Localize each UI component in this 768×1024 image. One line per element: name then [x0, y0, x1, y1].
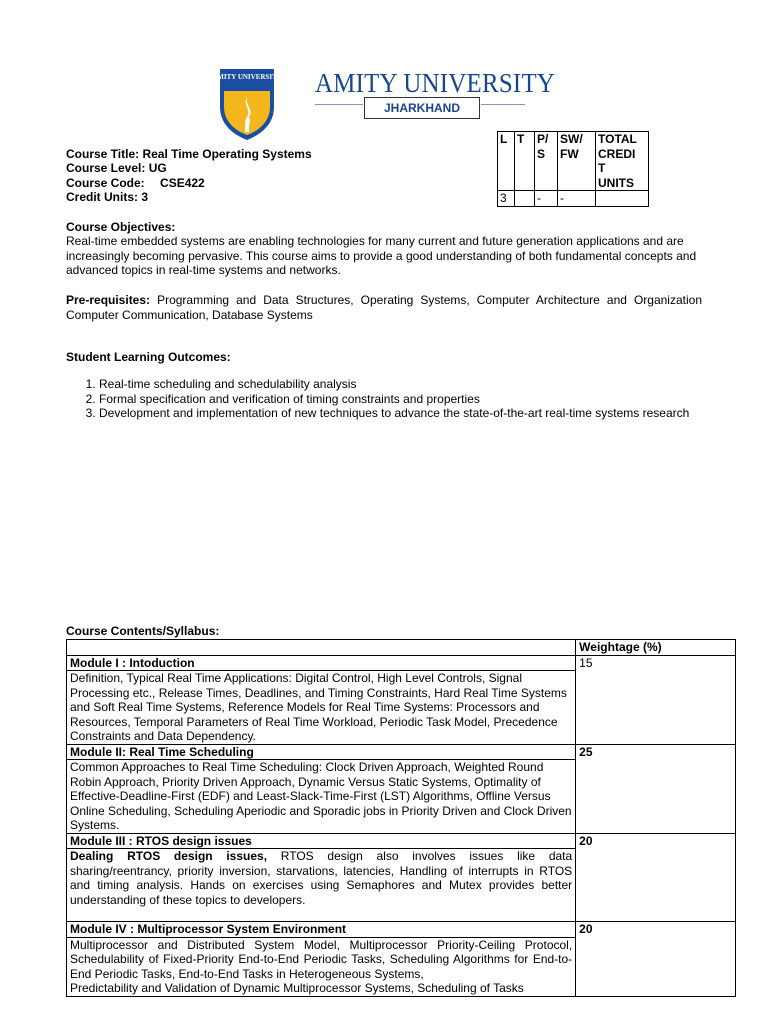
outcome-item: 3. Development and implementation of new techniques to advance the state-of-the-art real-time systems research [99, 406, 711, 421]
syllabus-heading: Course Contents/Syllabus: [66, 624, 220, 638]
module-row [67, 655, 736, 671]
course-level: Course Level: UG [66, 161, 167, 175]
module-weight: 20 [576, 833, 736, 922]
university-name: AMITY UNIVERSITY [315, 68, 556, 98]
university-crest-logo [212, 67, 282, 141]
module-title: Module IV : Multiprocessor System Environment [67, 922, 576, 938]
course-code-label: Course Code: [66, 176, 145, 190]
credit-value-ps: - [535, 191, 558, 207]
header-rule-left [315, 104, 363, 105]
outcomes-list [66, 377, 711, 421]
credit-table [497, 131, 649, 207]
outcomes-heading: Student Learning Outcomes: [66, 350, 231, 364]
credit-table-values [498, 191, 649, 207]
prerequisites-label: Pre-requisites: [66, 293, 151, 307]
module-row [67, 922, 736, 938]
prerequisites [66, 293, 702, 322]
credit-value-l: 3 [498, 191, 515, 207]
credit-header-swfw: SW/ FW [558, 132, 596, 191]
credit-value-t [515, 191, 535, 207]
module-body: Definition, Typical Real Time Applications: Digital Control, High Level Controls, Signal Processing etc., Release Times, Deadlines, and Timing Constraints, Hard Real Time Systems and Soft Real Time Systems, Reference Models for Real Time Systems: Processors and Resources, Temporal Parameters of Real Time Workload, Periodic Task Model, Precedence Constraints and Data Dependency. [67, 671, 576, 745]
credit-header-total: TOTAL CREDI T UNITS [596, 132, 649, 191]
weightage-header: Weightage (%) [576, 640, 736, 656]
objectives-text: Real-time embedded systems are enabling technologies for many current and future generation applications and are increasingly becoming pervasive. This course aims to provide a good understanding of both fundamental concepts and advanced topics in real-time systems and networks. [66, 234, 697, 277]
prerequisites-text: Programming and Data Structures, Operating Systems, Computer Architecture and Organization Computer Communication, Database Systems [66, 293, 702, 322]
crest-text-line-1: AMITY UNIVERSITY [212, 73, 282, 81]
credit-units: Credit Units: 3 [66, 190, 149, 204]
module-title: Module I : Intoduction [67, 655, 576, 671]
credit-value-swfw: - [558, 191, 596, 207]
syllabus-table [66, 639, 736, 997]
module-body-text: Multiprocessor and Distributed System Model, Multiprocessor Priority-Ceiling Protocol, Schedulability of Fixed-Priority End-to-End Periodic Tasks, Scheduling Algorithms for End-to-End Periodic Tasks, End-to-End Tasks in Heterogeneous Systems, [70, 937, 573, 981]
objectives-heading: Course Objectives: [66, 220, 176, 234]
course-code: CSE422 [160, 176, 205, 190]
outcome-item: 2. Formal specification and verification of timing constraints and properties [99, 392, 711, 407]
module-weight: 25 [576, 744, 736, 833]
syllabus-header-row [67, 640, 736, 656]
module-body [67, 937, 576, 996]
course-code-row [66, 176, 205, 191]
module-body: Common Approaches to Real Time Scheduling: Clock Driven Approach, Weighted Round Robin Approach, Priority Driven Approach, Dynamic Versus Static Systems, Optimality of Effective-Deadline-First (EDF) and Least-Slack-Time-First (LST) Algorithms, Offline Versus Online Scheduling, Scheduling Aperiodic and Sporadic jobs in Priority Driven and Clock Driven Systems. [67, 760, 576, 834]
module-weight: 15 [576, 655, 736, 744]
credit-header-t: T [515, 132, 535, 191]
credit-table-header [498, 132, 649, 191]
outcome-item: 1. Real-time scheduling and schedulability analysis [99, 377, 711, 392]
module-body-text: RTOS design also involves issues like data sharing/reentrancy, priority inversion, starvations, latencies, Handling of interrupts in RTOS and timing analysis. Hands on exercises using Semaphores and Mutex provides better understanding of these topics to developers. [70, 849, 573, 907]
course-title: Course Title: Real Time Operating Systems [66, 147, 312, 161]
module-row [67, 744, 736, 760]
module-title: Module II: Real Time Scheduling [67, 744, 576, 760]
credit-header-ps: P/ S [535, 132, 558, 191]
module-body-lead: Dealing RTOS design issues, [70, 849, 268, 863]
module-title: Module III : RTOS design issues [67, 833, 576, 849]
campus-label: JHARKHAND [364, 97, 480, 119]
credit-value-total [596, 191, 649, 207]
module-body-text-2: Predictability and Validation of Dynamic Multiprocessor Systems, Scheduling of Tasks [70, 981, 524, 995]
module-body [67, 849, 576, 922]
credit-header-l: L [498, 132, 515, 191]
module-row [67, 833, 736, 849]
module-weight: 20 [576, 922, 736, 997]
header-rule-right [481, 104, 525, 105]
